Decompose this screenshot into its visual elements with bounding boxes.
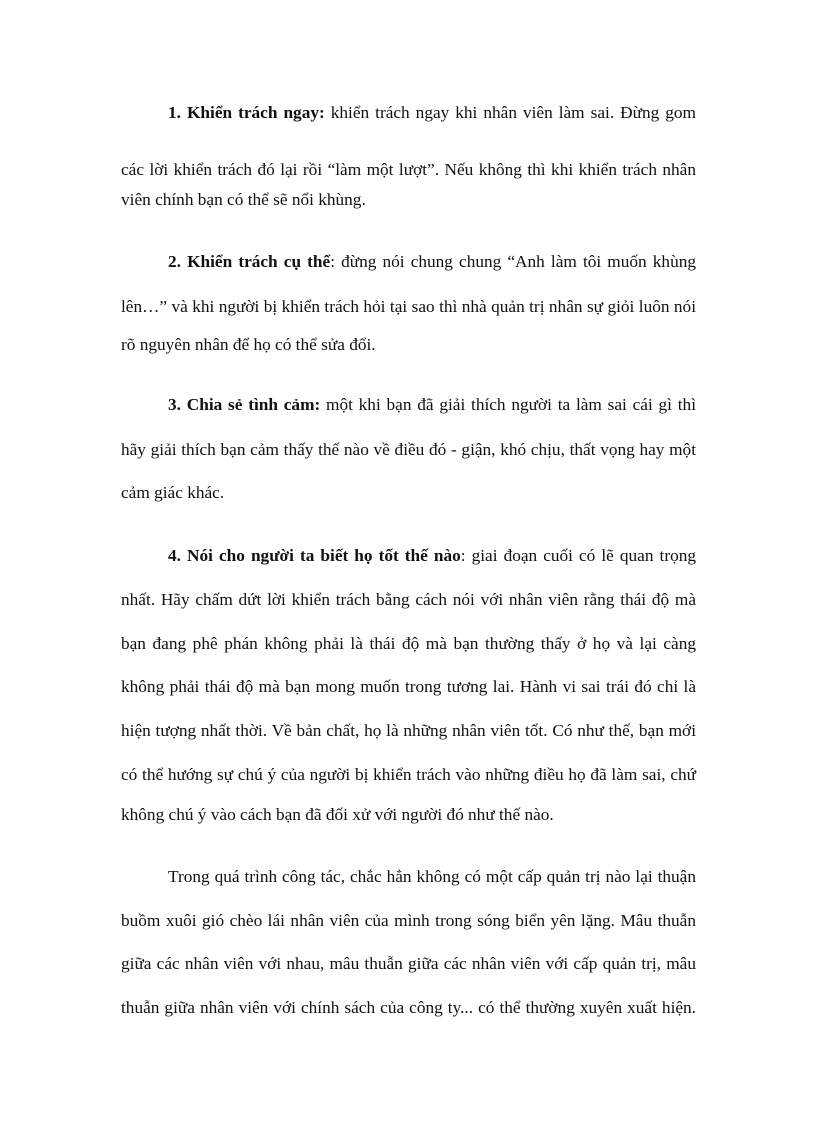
paragraph-4-line-3: bạn đang phê phán không phải là thái độ mà bạn thường thấy ở họ và lại càng (121, 634, 696, 653)
paragraph-3-line-1 (121, 396, 696, 413)
paragraph-4-line-6: có thể hướng sự chú ý của người bị khiển trách vào những điều họ đã làm sai, chứ (121, 765, 696, 784)
paragraph-5-line-3: giữa các nhân viên với nhau, mâu thuẫn giữa các nhân viên với cấp quản trị, mâu (121, 954, 696, 973)
paragraph-2-heading: 2. Khiển trách cụ thể (168, 252, 331, 271)
paragraph-4-line-7: không chú ý vào cách bạn đã đối xử với người đó như thế nào. (121, 805, 554, 824)
paragraph-1-line-2: các lời khiển trách đó lại rồi “làm một lượt”. Nếu không thì khi khiển trách nhân (121, 160, 696, 179)
paragraph-3-line-3: cảm giác khác. (121, 483, 225, 502)
paragraph-1-heading: 1. Khiển trách ngay: (168, 103, 325, 122)
paragraph-2-line-2: lên…” và khi người bị khiển trách hỏi tại sao thì nhà quản trị nhân sự giỏi luôn nói (121, 297, 696, 316)
paragraph-2-line-3: rõ nguyên nhân để họ có thể sửa đổi. (121, 335, 376, 354)
paragraph-5-line-2: buồm xuôi gió chèo lái nhân viên của mình trong sóng biển yên lặng. Mâu thuẫn (121, 911, 696, 930)
paragraph-1-text: khiển trách ngay khi nhân viên làm sai. Đừng gom (324, 103, 696, 122)
paragraph-4-line-5: hiện tượng nhất thời. Về bản chất, họ là những nhân viên tốt. Có như thế, bạn mới (121, 721, 696, 740)
paragraph-2-text: : đừng nói chung chung “Anh làm tôi muốn khùng (330, 252, 696, 271)
paragraph-4-text: : giai đoạn cuối có lẽ quan trọng (460, 546, 696, 565)
paragraph-3-line-2: hãy giải thích bạn cảm thấy thế nào về điều đó - giận, khó chịu, thất vọng hay một (121, 440, 696, 459)
paragraph-5-line-4: thuẫn giữa nhân viên với chính sách của công ty... có thể thường xuyên xuất hiện. (121, 998, 696, 1017)
paragraph-4-line-4: không phải thái độ mà bạn mong muốn trong tương lai. Hành vi sai trái đó chỉ là (121, 677, 696, 696)
paragraph-3-text: một khi bạn đã giải thích người ta làm sai cái gì thì (320, 395, 696, 414)
paragraph-2-line-1 (121, 253, 696, 270)
paragraph-3-heading: 3. Chia sẻ tình cảm: (168, 395, 321, 414)
paragraph-1-line-1 (121, 104, 696, 121)
paragraph-4-line-1 (121, 547, 696, 564)
paragraph-5-line-1: Trong quá trình công tác, chắc hẳn không có một cấp quản trị nào lại thuận (168, 867, 696, 886)
paragraph-4-line-2: nhất. Hãy chấm dứt lời khiển trách bằng cách nói với nhân viên rằng thái độ mà (121, 590, 696, 609)
paragraph-4-heading: 4. Nói cho người ta biết họ tốt thế nào (168, 546, 461, 565)
paragraph-1-line-3: viên chính bạn có thể sẽ nổi khùng. (121, 190, 366, 209)
